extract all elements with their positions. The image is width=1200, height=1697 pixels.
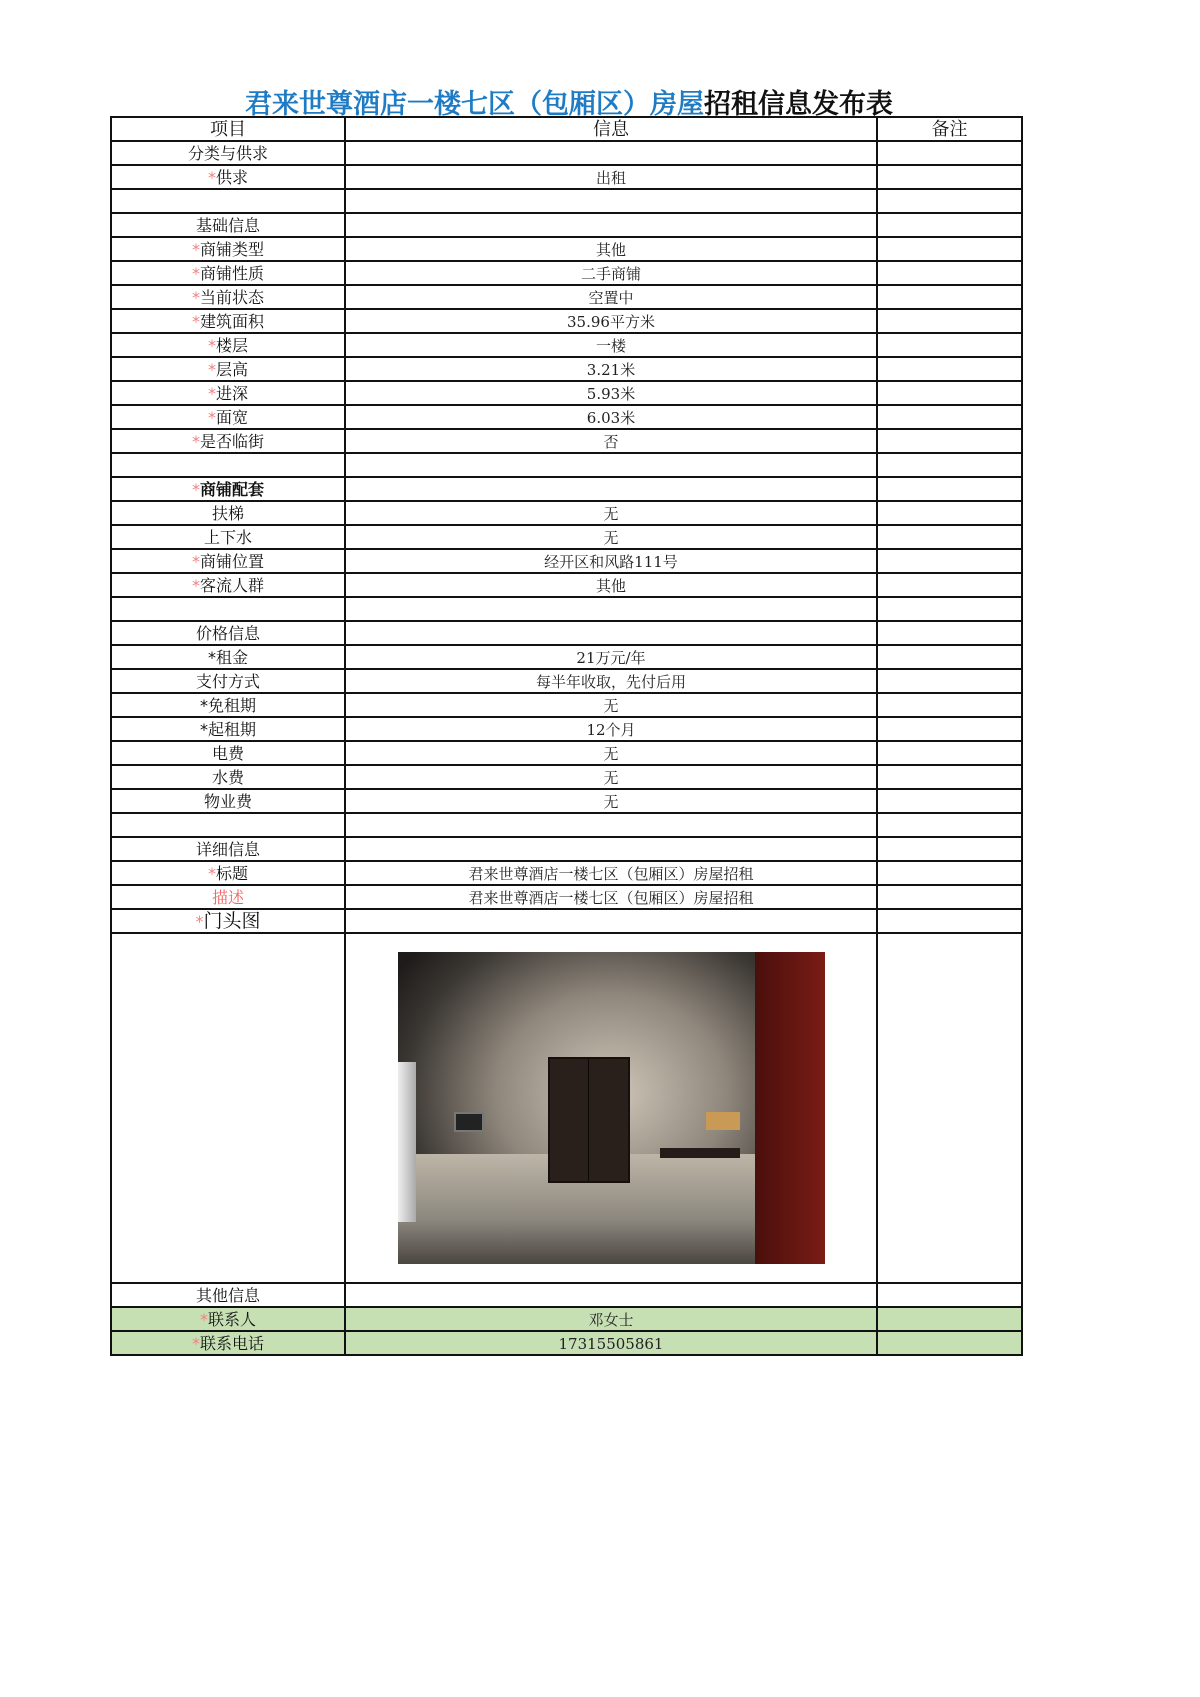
row-label-cell bbox=[111, 597, 345, 621]
row-value: 17315505861 bbox=[345, 1331, 877, 1355]
row-note bbox=[877, 141, 1022, 165]
row-label: 当前状态 bbox=[199, 288, 264, 307]
row-note bbox=[877, 645, 1022, 669]
row-value: 二手商铺 bbox=[345, 261, 877, 285]
table-row bbox=[111, 309, 1022, 333]
row-label-cell bbox=[111, 717, 345, 741]
row-label-cell bbox=[111, 645, 345, 669]
row-note bbox=[877, 837, 1022, 861]
required-asterisk: * bbox=[191, 312, 200, 331]
row-note bbox=[877, 933, 1022, 1283]
row-value bbox=[345, 453, 877, 477]
row-label: 楼层 bbox=[215, 336, 248, 355]
row-label: 商铺类型 bbox=[199, 240, 264, 259]
row-label: 门头图 bbox=[203, 910, 261, 932]
row-label: 建筑面积 bbox=[199, 312, 264, 331]
row-label-cell bbox=[111, 933, 345, 1283]
row-label: 物业费 bbox=[203, 792, 252, 811]
row-value bbox=[345, 621, 877, 645]
row-label: *免租期 bbox=[199, 696, 256, 715]
table-row bbox=[111, 381, 1022, 405]
row-note bbox=[877, 789, 1022, 813]
row-label-cell bbox=[111, 405, 345, 429]
row-value bbox=[345, 909, 877, 933]
row-value: 12个月 bbox=[345, 717, 877, 741]
required-asterisk: * bbox=[207, 408, 216, 427]
row-label-cell bbox=[111, 309, 345, 333]
header-item: 项目 bbox=[111, 117, 345, 141]
row-value: 每半年收取，先付后用 bbox=[345, 669, 877, 693]
required-asterisk: * bbox=[199, 1310, 208, 1329]
row-value: 其他 bbox=[345, 237, 877, 261]
row-label-cell bbox=[111, 1307, 345, 1331]
storefront-photo bbox=[398, 952, 825, 1264]
row-label-cell bbox=[111, 237, 345, 261]
row-value bbox=[345, 837, 877, 861]
table-row bbox=[111, 861, 1022, 885]
table-row bbox=[111, 1283, 1022, 1307]
row-label: 供求 bbox=[215, 168, 248, 187]
image-cell bbox=[345, 933, 877, 1283]
required-asterisk: * bbox=[207, 384, 216, 403]
row-note bbox=[877, 189, 1022, 213]
row-label-cell bbox=[111, 453, 345, 477]
table-row bbox=[111, 909, 1022, 933]
row-note bbox=[877, 861, 1022, 885]
row-label: *租金 bbox=[207, 648, 248, 667]
table-row bbox=[111, 1307, 1022, 1331]
table-row bbox=[111, 525, 1022, 549]
row-label: 联系人 bbox=[207, 1310, 256, 1329]
storefront-image-row bbox=[111, 933, 1022, 1283]
row-value: 无 bbox=[345, 765, 877, 789]
row-value: 无 bbox=[345, 693, 877, 717]
row-note bbox=[877, 885, 1022, 909]
row-note bbox=[877, 669, 1022, 693]
table-row bbox=[111, 573, 1022, 597]
row-value: 出租 bbox=[345, 165, 877, 189]
row-label-cell bbox=[111, 789, 345, 813]
row-label: 商铺配套 bbox=[199, 480, 264, 499]
row-value: 无 bbox=[345, 741, 877, 765]
row-label: 价格信息 bbox=[195, 624, 260, 643]
row-label: 水费 bbox=[211, 768, 244, 787]
table-row bbox=[111, 165, 1022, 189]
row-value bbox=[345, 141, 877, 165]
row-value: 空置中 bbox=[345, 285, 877, 309]
row-note bbox=[877, 309, 1022, 333]
row-note bbox=[877, 1283, 1022, 1307]
row-label-cell bbox=[111, 1283, 345, 1307]
row-label-cell bbox=[111, 333, 345, 357]
table-row bbox=[111, 717, 1022, 741]
info-table bbox=[110, 116, 1023, 1356]
row-label: 描述 bbox=[211, 888, 244, 907]
row-value bbox=[345, 597, 877, 621]
row-label: 商铺性质 bbox=[199, 264, 264, 283]
row-value bbox=[345, 477, 877, 501]
row-label: 客流人群 bbox=[199, 576, 264, 595]
table-row bbox=[111, 261, 1022, 285]
row-value: 君来世尊酒店一楼七区（包厢区）房屋招租 bbox=[345, 885, 877, 909]
row-note bbox=[877, 765, 1022, 789]
row-label: 支付方式 bbox=[195, 672, 260, 691]
row-label: 层高 bbox=[215, 360, 248, 379]
required-asterisk: * bbox=[191, 240, 200, 259]
row-value: 5.93米 bbox=[345, 381, 877, 405]
table-row bbox=[111, 357, 1022, 381]
row-value: 经开区和风路111号 bbox=[345, 549, 877, 573]
required-asterisk: * bbox=[191, 1334, 200, 1353]
row-label-cell bbox=[111, 573, 345, 597]
row-label-cell bbox=[111, 501, 345, 525]
table-row bbox=[111, 789, 1022, 813]
row-label: 上下水 bbox=[203, 528, 252, 547]
row-label-cell bbox=[111, 165, 345, 189]
table-row bbox=[111, 597, 1022, 621]
row-label-cell bbox=[111, 525, 345, 549]
row-label: 分类与供求 bbox=[187, 144, 268, 163]
row-value: 21万元/年 bbox=[345, 645, 877, 669]
row-label: 详细信息 bbox=[195, 840, 260, 859]
row-note bbox=[877, 1331, 1022, 1355]
row-label-cell bbox=[111, 885, 345, 909]
row-label: 商铺位置 bbox=[199, 552, 264, 571]
row-label: 电费 bbox=[211, 744, 244, 763]
row-label-cell bbox=[111, 861, 345, 885]
row-note bbox=[877, 1307, 1022, 1331]
table-row bbox=[111, 741, 1022, 765]
table-row bbox=[111, 765, 1022, 789]
door-image bbox=[548, 1057, 630, 1183]
row-label: 进深 bbox=[215, 384, 248, 403]
table-row bbox=[111, 141, 1022, 165]
table-row bbox=[111, 621, 1022, 645]
row-label-cell bbox=[111, 813, 345, 837]
row-label-cell bbox=[111, 357, 345, 381]
required-asterisk: * bbox=[207, 168, 216, 187]
row-label: 是否临街 bbox=[199, 432, 264, 451]
required-asterisk: * bbox=[207, 360, 216, 379]
row-label-cell bbox=[111, 1331, 345, 1355]
row-note bbox=[877, 285, 1022, 309]
row-value: 35.96平方米 bbox=[345, 309, 877, 333]
row-value: 无 bbox=[345, 789, 877, 813]
row-value: 6.03米 bbox=[345, 405, 877, 429]
table-row bbox=[111, 405, 1022, 429]
table-row bbox=[111, 837, 1022, 861]
row-value: 否 bbox=[345, 429, 877, 453]
row-value bbox=[345, 1283, 877, 1307]
row-label-cell bbox=[111, 477, 345, 501]
required-asterisk: * bbox=[191, 480, 200, 499]
table-header bbox=[111, 117, 1022, 141]
table-row bbox=[111, 477, 1022, 501]
required-asterisk: * bbox=[191, 264, 200, 283]
row-note bbox=[877, 909, 1022, 933]
row-label-cell bbox=[111, 837, 345, 861]
row-note bbox=[877, 429, 1022, 453]
row-value: 其他 bbox=[345, 573, 877, 597]
row-label: *起租期 bbox=[199, 720, 256, 739]
table-row bbox=[111, 333, 1022, 357]
row-note bbox=[877, 621, 1022, 645]
row-note bbox=[877, 357, 1022, 381]
row-label-cell bbox=[111, 429, 345, 453]
row-label-cell bbox=[111, 381, 345, 405]
header-note: 备注 bbox=[877, 117, 1022, 141]
table-row bbox=[111, 885, 1022, 909]
row-value: 一楼 bbox=[345, 333, 877, 357]
row-label-cell bbox=[111, 285, 345, 309]
row-value: 邓女士 bbox=[345, 1307, 877, 1331]
row-note bbox=[877, 237, 1022, 261]
row-label: 面宽 bbox=[215, 408, 248, 427]
row-value bbox=[345, 189, 877, 213]
row-note bbox=[877, 597, 1022, 621]
table-row bbox=[111, 213, 1022, 237]
row-note bbox=[877, 693, 1022, 717]
row-note bbox=[877, 381, 1022, 405]
row-label-cell bbox=[111, 909, 345, 933]
row-note bbox=[877, 405, 1022, 429]
row-label-cell bbox=[111, 213, 345, 237]
table-row bbox=[111, 453, 1022, 477]
table-row bbox=[111, 237, 1022, 261]
table-row bbox=[111, 189, 1022, 213]
row-note bbox=[877, 741, 1022, 765]
row-label-cell bbox=[111, 669, 345, 693]
table-row bbox=[111, 549, 1022, 573]
table-row bbox=[111, 1331, 1022, 1355]
table-row bbox=[111, 813, 1022, 837]
row-note bbox=[877, 333, 1022, 357]
row-label-cell bbox=[111, 549, 345, 573]
row-note bbox=[877, 525, 1022, 549]
row-note bbox=[877, 165, 1022, 189]
row-label-cell bbox=[111, 765, 345, 789]
row-label: 基础信息 bbox=[195, 216, 260, 235]
row-label: 扶梯 bbox=[211, 504, 244, 523]
row-label-cell bbox=[111, 693, 345, 717]
row-note bbox=[877, 549, 1022, 573]
row-note bbox=[877, 477, 1022, 501]
row-label-cell bbox=[111, 741, 345, 765]
row-note bbox=[877, 261, 1022, 285]
row-value: 君来世尊酒店一楼七区（包厢区）房屋招租 bbox=[345, 861, 877, 885]
table-row bbox=[111, 645, 1022, 669]
row-label: 其他信息 bbox=[195, 1286, 260, 1305]
header-info: 信息 bbox=[345, 117, 877, 141]
row-label: 联系电话 bbox=[199, 1334, 264, 1353]
row-value bbox=[345, 213, 877, 237]
required-asterisk: * bbox=[195, 912, 204, 931]
required-asterisk: * bbox=[191, 552, 200, 571]
row-note bbox=[877, 501, 1022, 525]
row-value bbox=[345, 813, 877, 837]
required-asterisk: * bbox=[191, 288, 200, 307]
table-row bbox=[111, 693, 1022, 717]
table-row bbox=[111, 501, 1022, 525]
required-asterisk: * bbox=[191, 432, 200, 451]
row-label-cell bbox=[111, 621, 345, 645]
row-label-cell bbox=[111, 189, 345, 213]
row-label-cell bbox=[111, 141, 345, 165]
required-asterisk: * bbox=[207, 864, 216, 883]
required-asterisk: * bbox=[191, 576, 200, 595]
required-asterisk: * bbox=[207, 336, 216, 355]
row-label: 标题 bbox=[215, 864, 248, 883]
table-row bbox=[111, 669, 1022, 693]
page-title: 君来世尊酒店一楼七区（包厢区）房屋招租信息发布表 bbox=[245, 89, 893, 120]
row-label-cell bbox=[111, 261, 345, 285]
row-note bbox=[877, 813, 1022, 837]
row-value: 无 bbox=[345, 501, 877, 525]
row-value: 3.21米 bbox=[345, 357, 877, 381]
table-row bbox=[111, 285, 1022, 309]
row-note bbox=[877, 213, 1022, 237]
table-row bbox=[111, 429, 1022, 453]
row-note bbox=[877, 573, 1022, 597]
row-note bbox=[877, 717, 1022, 741]
row-value: 无 bbox=[345, 525, 877, 549]
row-note bbox=[877, 453, 1022, 477]
